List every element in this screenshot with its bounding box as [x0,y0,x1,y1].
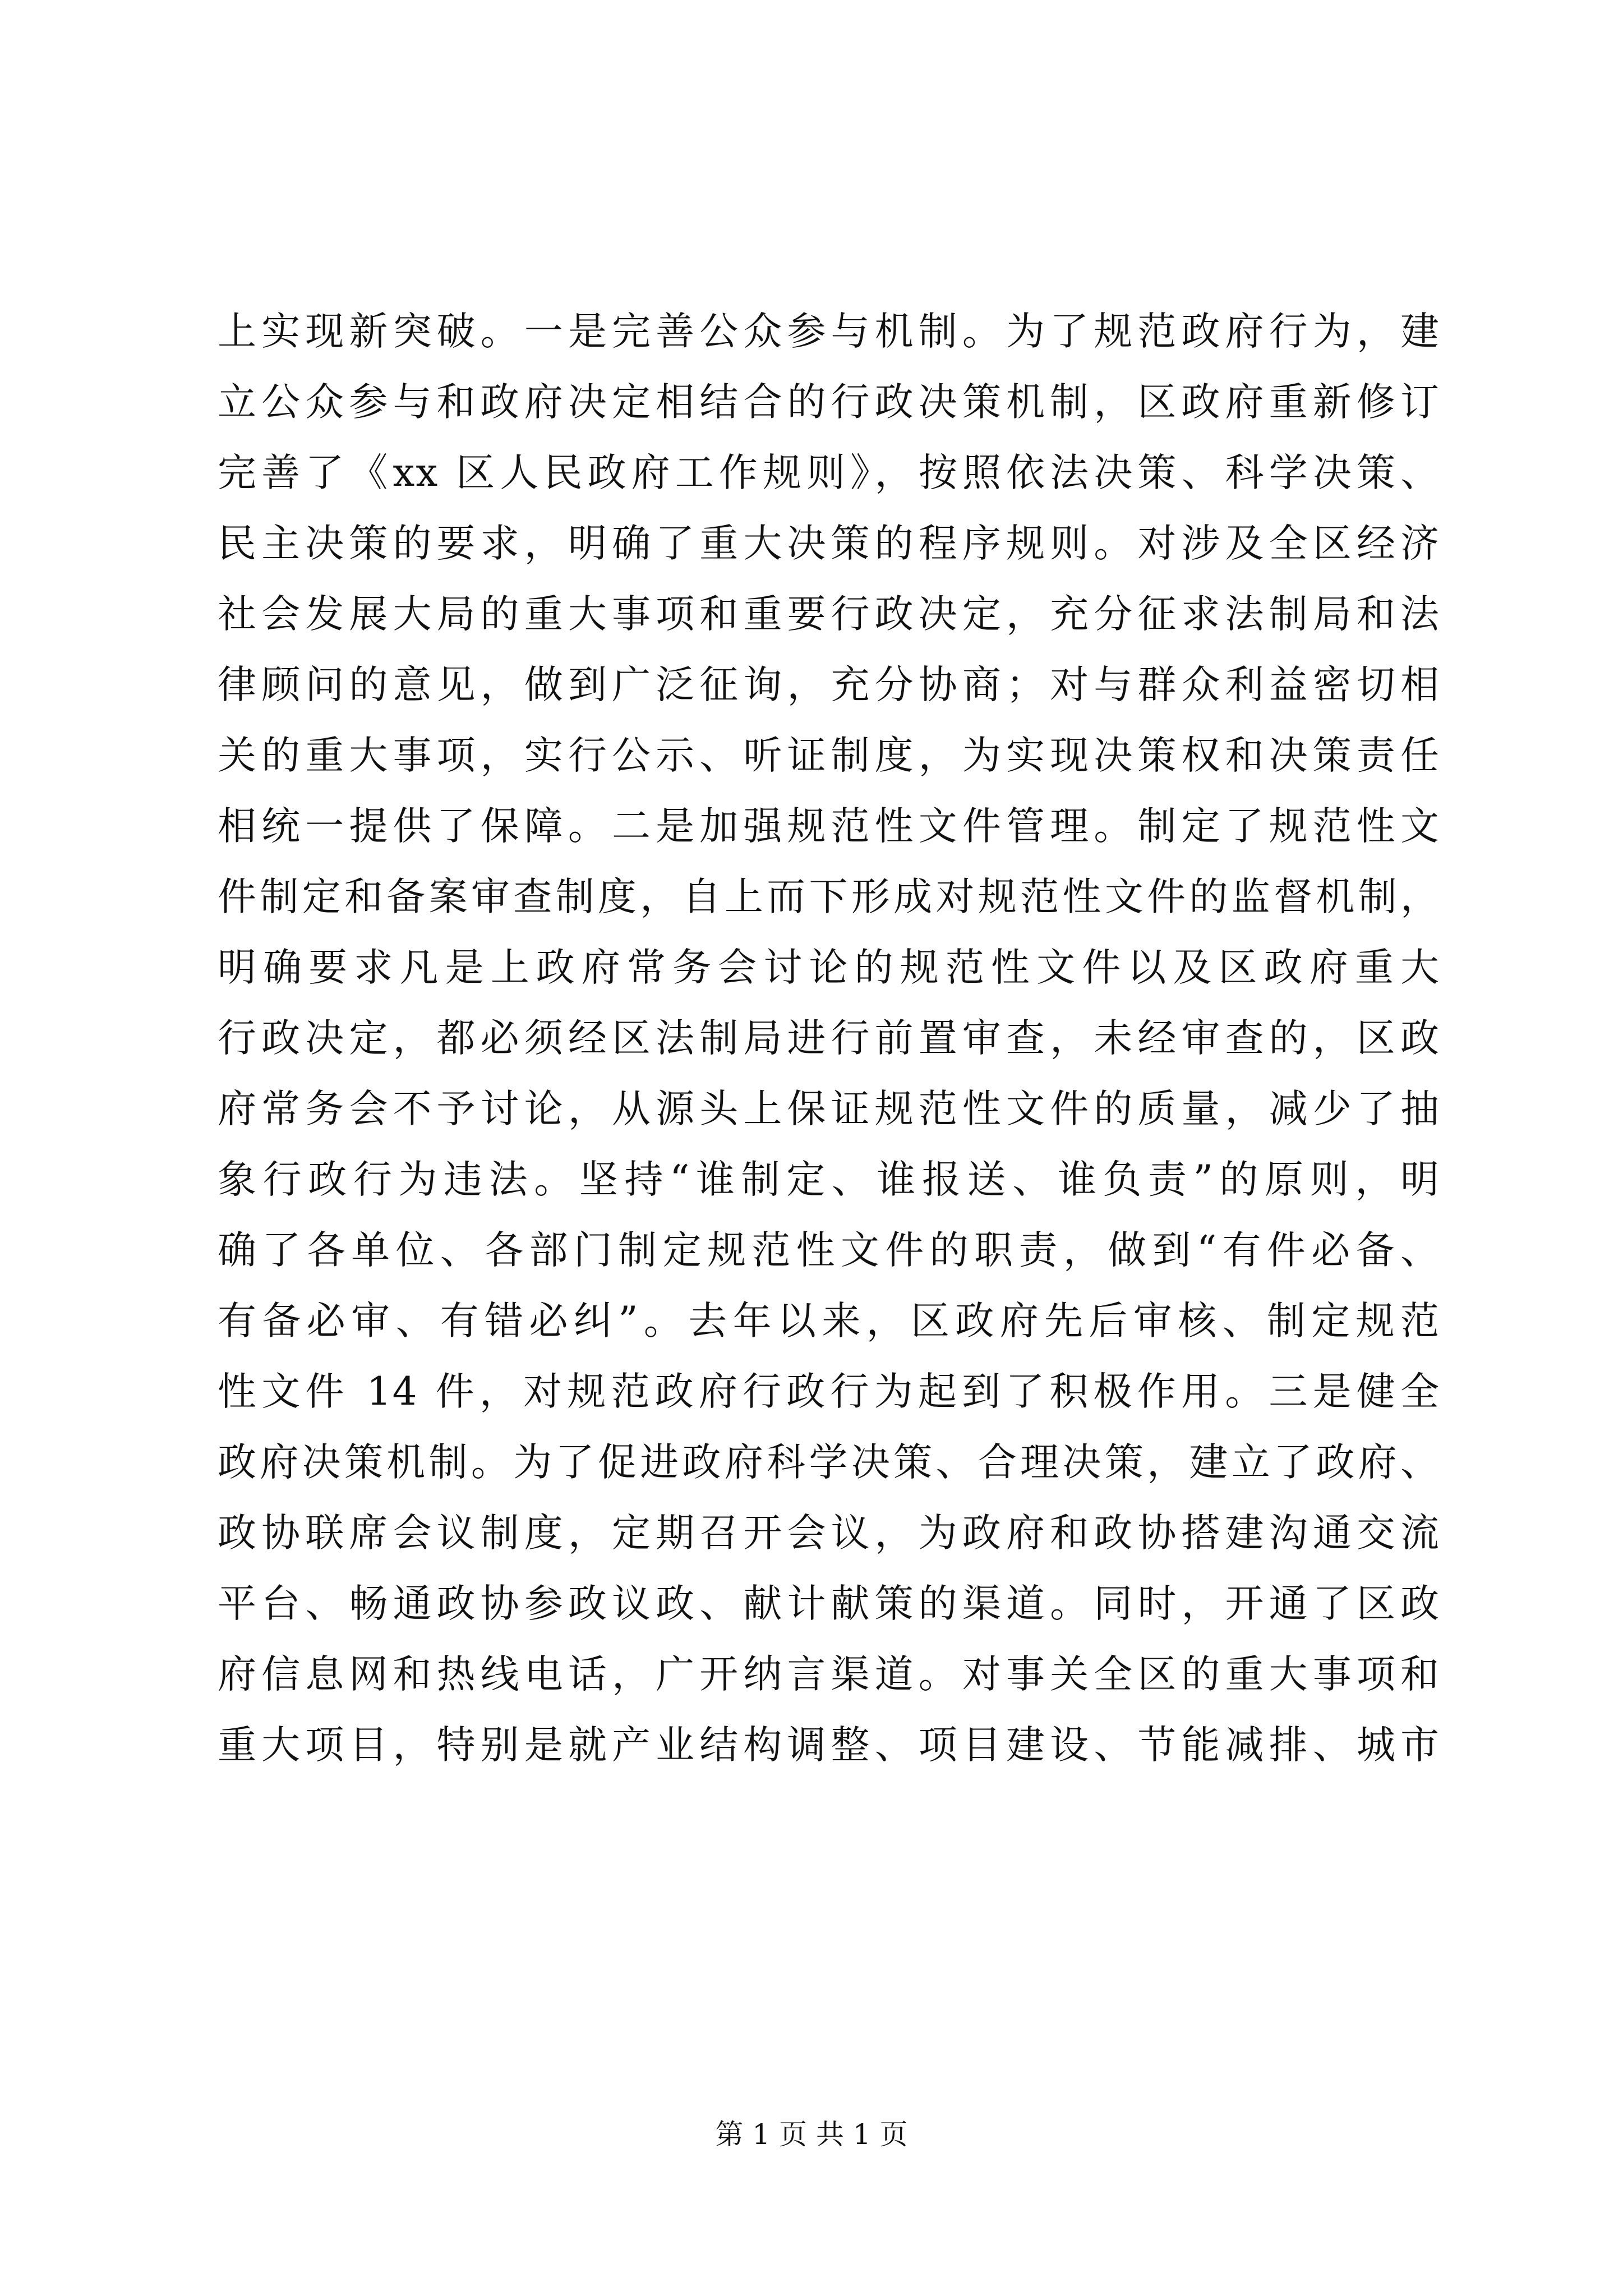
body-paragraph [218,296,1440,1780]
text-line: 政协联席会议制度，定期召开会议，为政府和政协搭建沟通交流 [218,1511,1440,1556]
text-line: 上实现新突破。一是完善公众参与机制。为了规范政府行为，建 [218,309,1440,354]
text-line: 完善了《xx 区人民政府工作规则》，按照依法决策、科学决策、 [218,450,1440,495]
text-line: 件制定和备案审查制度，自上而下形成对规范性文件的监督机制， [218,875,1440,919]
text-line: 立公众参与和政府决定相结合的行政决策机制，区政府重新修订 [218,380,1440,425]
text-line: 象行政行为违法。坚持“谁制定、谁报送、谁负责”的原则，明 [218,1157,1440,1202]
text-line: 律顾问的意见，做到广泛征询，充分协商；对与群众利益密切相 [218,662,1440,707]
text-line: 社会发展大局的重大事项和重要行政决定，充分征求法制局和法 [218,592,1440,637]
text-line: 府信息网和热线电话，广开纳言渠道。对事关全区的重大事项和 [218,1652,1440,1697]
text-line: 性文件 14 件，对规范政府行政行为起到了积极作用。三是健全 [218,1369,1440,1414]
text-line: 明确要求凡是上政府常务会讨论的规范性文件以及区政府重大 [218,945,1440,990]
text-line: 平台、畅通政协参政议政、献计献策的渠道。同时，开通了区政 [218,1581,1440,1626]
text-line: 民主决策的要求，明确了重大决策的程序规则。对涉及全区经济 [218,521,1440,566]
text-line: 确了各单位、各部门制定规范性文件的职责，做到“有件必备、 [218,1228,1440,1273]
text-line: 政府决策机制。为了促进政府科学决策、合理决策，建立了政府、 [218,1440,1440,1485]
text-line: 府常务会不予讨论，从源头上保证规范性文件的质量，减少了抽 [218,1087,1440,1131]
text-line: 行政决定，都必须经区法制局进行前置审查，未经审查的，区政 [218,1016,1440,1061]
text-line: 关的重大事项，实行公示、听证制度，为实现决策权和决策责任 [218,733,1440,778]
text-line: 相统一提供了保障。二是加强规范性文件管理。制定了规范性文 [218,804,1440,849]
page-number-label: 第 1 页 共 1 页 [715,2118,908,2151]
page-footer [0,2115,1623,2154]
text-line: 有备必审、有错必纠”。去年以来，区政府先后审核、制定规范 [218,1299,1440,1343]
text-line: 重大项目，特别是就产业结构调整、项目建设、节能减排、城市 [218,1723,1440,1768]
